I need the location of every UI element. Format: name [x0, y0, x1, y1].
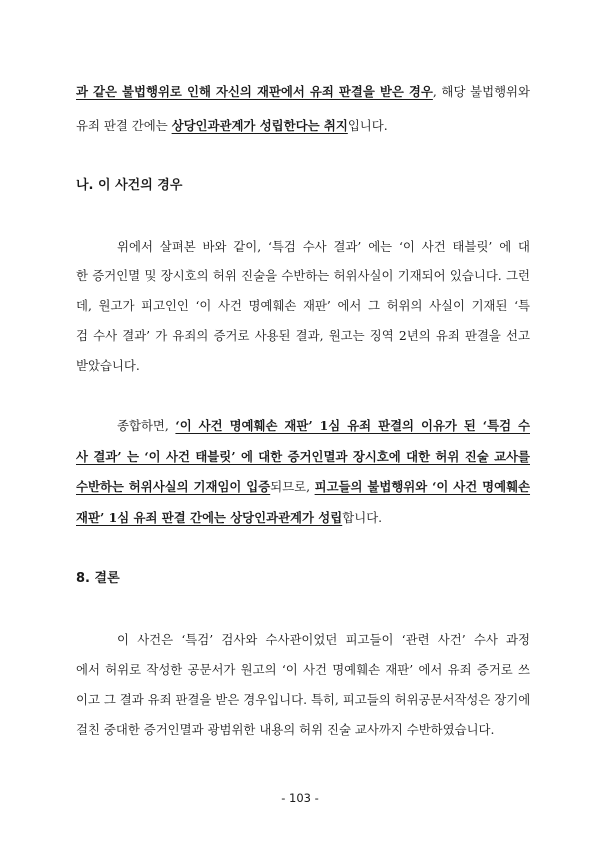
paragraph3-line4 — [76, 509, 530, 527]
body-text: 입니다. — [347, 118, 388, 133]
paragraph2-line1: 위에서 살펴본 바와 같이, ‘특검 수사 결과’ 에는 ‘이 사건 태블릿’ 에 대 — [117, 239, 530, 254]
paragraph2-line4: 검 수사 결과’ 가 유죄의 증거로 사용된 결과, 원고는 징역 2년의 유죄 판결을 선고 — [76, 328, 530, 343]
emphasis-text: 사 결과’ 는 ‘이 사건 태블릿’ 에 대한 증거인멸과 장시호에 대한 허위 진술 교사를 — [76, 449, 530, 464]
paragraph1-line1 — [76, 83, 530, 101]
paragraph4-line3: 이고 그 결과 유죄 판결을 받은 경우입니다. 특히, 피고들의 허위공문서작성은 장기에 — [76, 692, 531, 707]
paragraph3-line1 — [117, 417, 530, 435]
paragraph3-line2 — [76, 448, 530, 466]
paragraph2-line5: 받았습니다. — [76, 358, 140, 373]
page-number: - 103 - — [281, 791, 319, 805]
emphasis-text: 재판’ 1심 유죄 판결 간에는 상당인과관계가 성립 — [76, 510, 343, 525]
emphasis-text: 과 같은 불법행위로 인해 자신의 재판에서 유죄 판결을 받은 경우 — [76, 84, 433, 99]
paragraph3-line3 — [76, 478, 530, 496]
paragraph4-line1: 이 사건은 ‘특검’ 검사와 수사관이었던 피고들이 ‘관련 사건’ 수사 과정 — [117, 632, 530, 647]
body-text: 합니다. — [342, 510, 383, 525]
paragraph2-line2: 한 증거인멸 및 장시호의 허위 진술을 수반하는 허위사실이 기재되어 있습니다. 그런 — [76, 268, 530, 283]
body-text: 되므로, — [270, 479, 315, 494]
section-heading-na: 나. 이 사건의 경우 — [76, 178, 183, 193]
paragraph4-line4: 걸친 중대한 증거인멸과 광범위한 내용의 허위 진술 교사까지 수반하였습니다. — [76, 722, 495, 737]
body-text: , 해당 불법행위와 — [432, 84, 530, 99]
section-heading-conclusion: 8. 결론 — [76, 571, 120, 586]
emphasis-text: 수반하는 허위사실의 기재임이 입증 — [76, 479, 271, 494]
paragraph1-line2 — [76, 117, 530, 135]
emphasis-text: 상당인과관계가 성립한다는 취지 — [171, 118, 348, 133]
emphasis-text: ‘이 사건 명예훼손 재판’ 1심 유죄 판결의 이유가 된 ‘특검 수 — [175, 418, 530, 433]
paragraph4-line2: 에서 허위로 작성한 공문서가 원고의 ‘이 사건 명예훼손 재판’ 에서 유죄 증거로 쓰 — [76, 662, 530, 677]
body-text: 유죄 판결 간에는 — [76, 118, 172, 133]
emphasis-text: 피고들의 불법행위와 ‘이 사건 명예훼손 — [314, 479, 531, 494]
body-text: 종합하면, — [117, 418, 176, 433]
paragraph2-line3: 데, 원고가 피고인인 ‘이 사건 명예훼손 재판’ 에서 그 허위의 사실이 기재된 ‘특 — [76, 298, 530, 313]
